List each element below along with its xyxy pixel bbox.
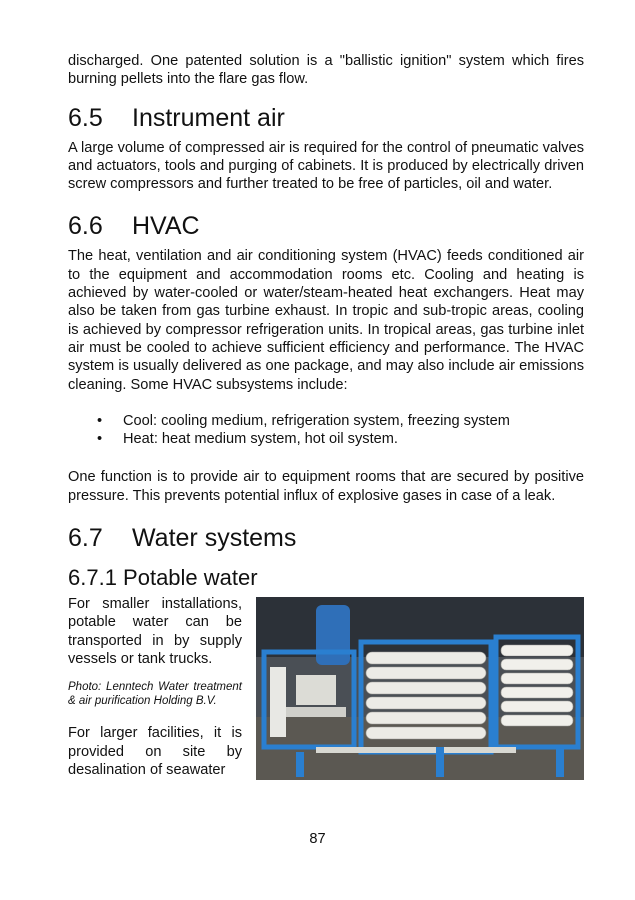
list-item: • Cool: cooling medium, refrigeration system, freezing system xyxy=(68,412,584,430)
potable-water-block xyxy=(68,595,584,795)
section-6-6-body-2: One function is to provide air to equipment rooms that are secured by positive pressure. This prevents potential influx of explosive gases in case of a leak. xyxy=(68,469,584,504)
list-item: • Heat: heat medium system, hot oil system. xyxy=(68,430,584,448)
section-6-6-heading xyxy=(68,211,584,241)
page-content xyxy=(68,52,584,795)
section-title: Water systems xyxy=(132,524,297,553)
section-number: 6.7 xyxy=(68,524,103,553)
hvac-subsystem-list xyxy=(68,412,584,449)
water-treatment-photo xyxy=(256,597,584,780)
section-6-7-heading xyxy=(68,523,584,553)
section-title: Instrument air xyxy=(132,103,285,132)
photo-caption: Photo: Lenntech Water treatment & air purification Holding B.V. xyxy=(68,681,242,708)
section-6-5-heading xyxy=(68,103,584,133)
section-number: 6.5 xyxy=(68,103,103,132)
page-number: 87 xyxy=(309,831,326,847)
subsection-6-7-1-heading: 6.7.1 Potable water xyxy=(68,565,258,591)
section-title: HVAC xyxy=(132,212,200,241)
potable-water-para-1: For smaller installations, potable water can be transported in by supply vessels or tank trucks. xyxy=(68,596,242,667)
section-number: 6.6 xyxy=(68,212,103,241)
potable-water-text xyxy=(68,595,242,791)
potable-water-para-2: For larger facilities, it is provided on site by desalination of seawater xyxy=(68,725,242,778)
section-6-5-body: A large volume of compressed air is required for the control of pneumatic valves and actuators, tools and purging of cabinets. It is produced by electrically driven screw compressors and further treated to be free of particles, oil and water. xyxy=(68,139,584,193)
intro-paragraph: discharged. One patented solution is a "ballistic ignition" system which fires burning pellets into the flare gas flow. xyxy=(68,53,584,88)
section-6-6-body: The heat, ventilation and air conditioning system (HVAC) feeds conditioned air to the equipment and accommodation rooms etc. Cooling and heating is achieved by water-cooled or water/steam-heated heat exchangers. Heat may also be taken from gas turbine exhaust. In tropic and sub-tropic areas, cooling is achieved by compressor refrigeration units. In tropical areas, gas turbine inlet air must be cooled to achieve sufficient efficiency and performance. The HVAC system is usually delivered as one package, and may also include air emissions cleaning. Some HVAC subsystems include: xyxy=(68,248,584,393)
